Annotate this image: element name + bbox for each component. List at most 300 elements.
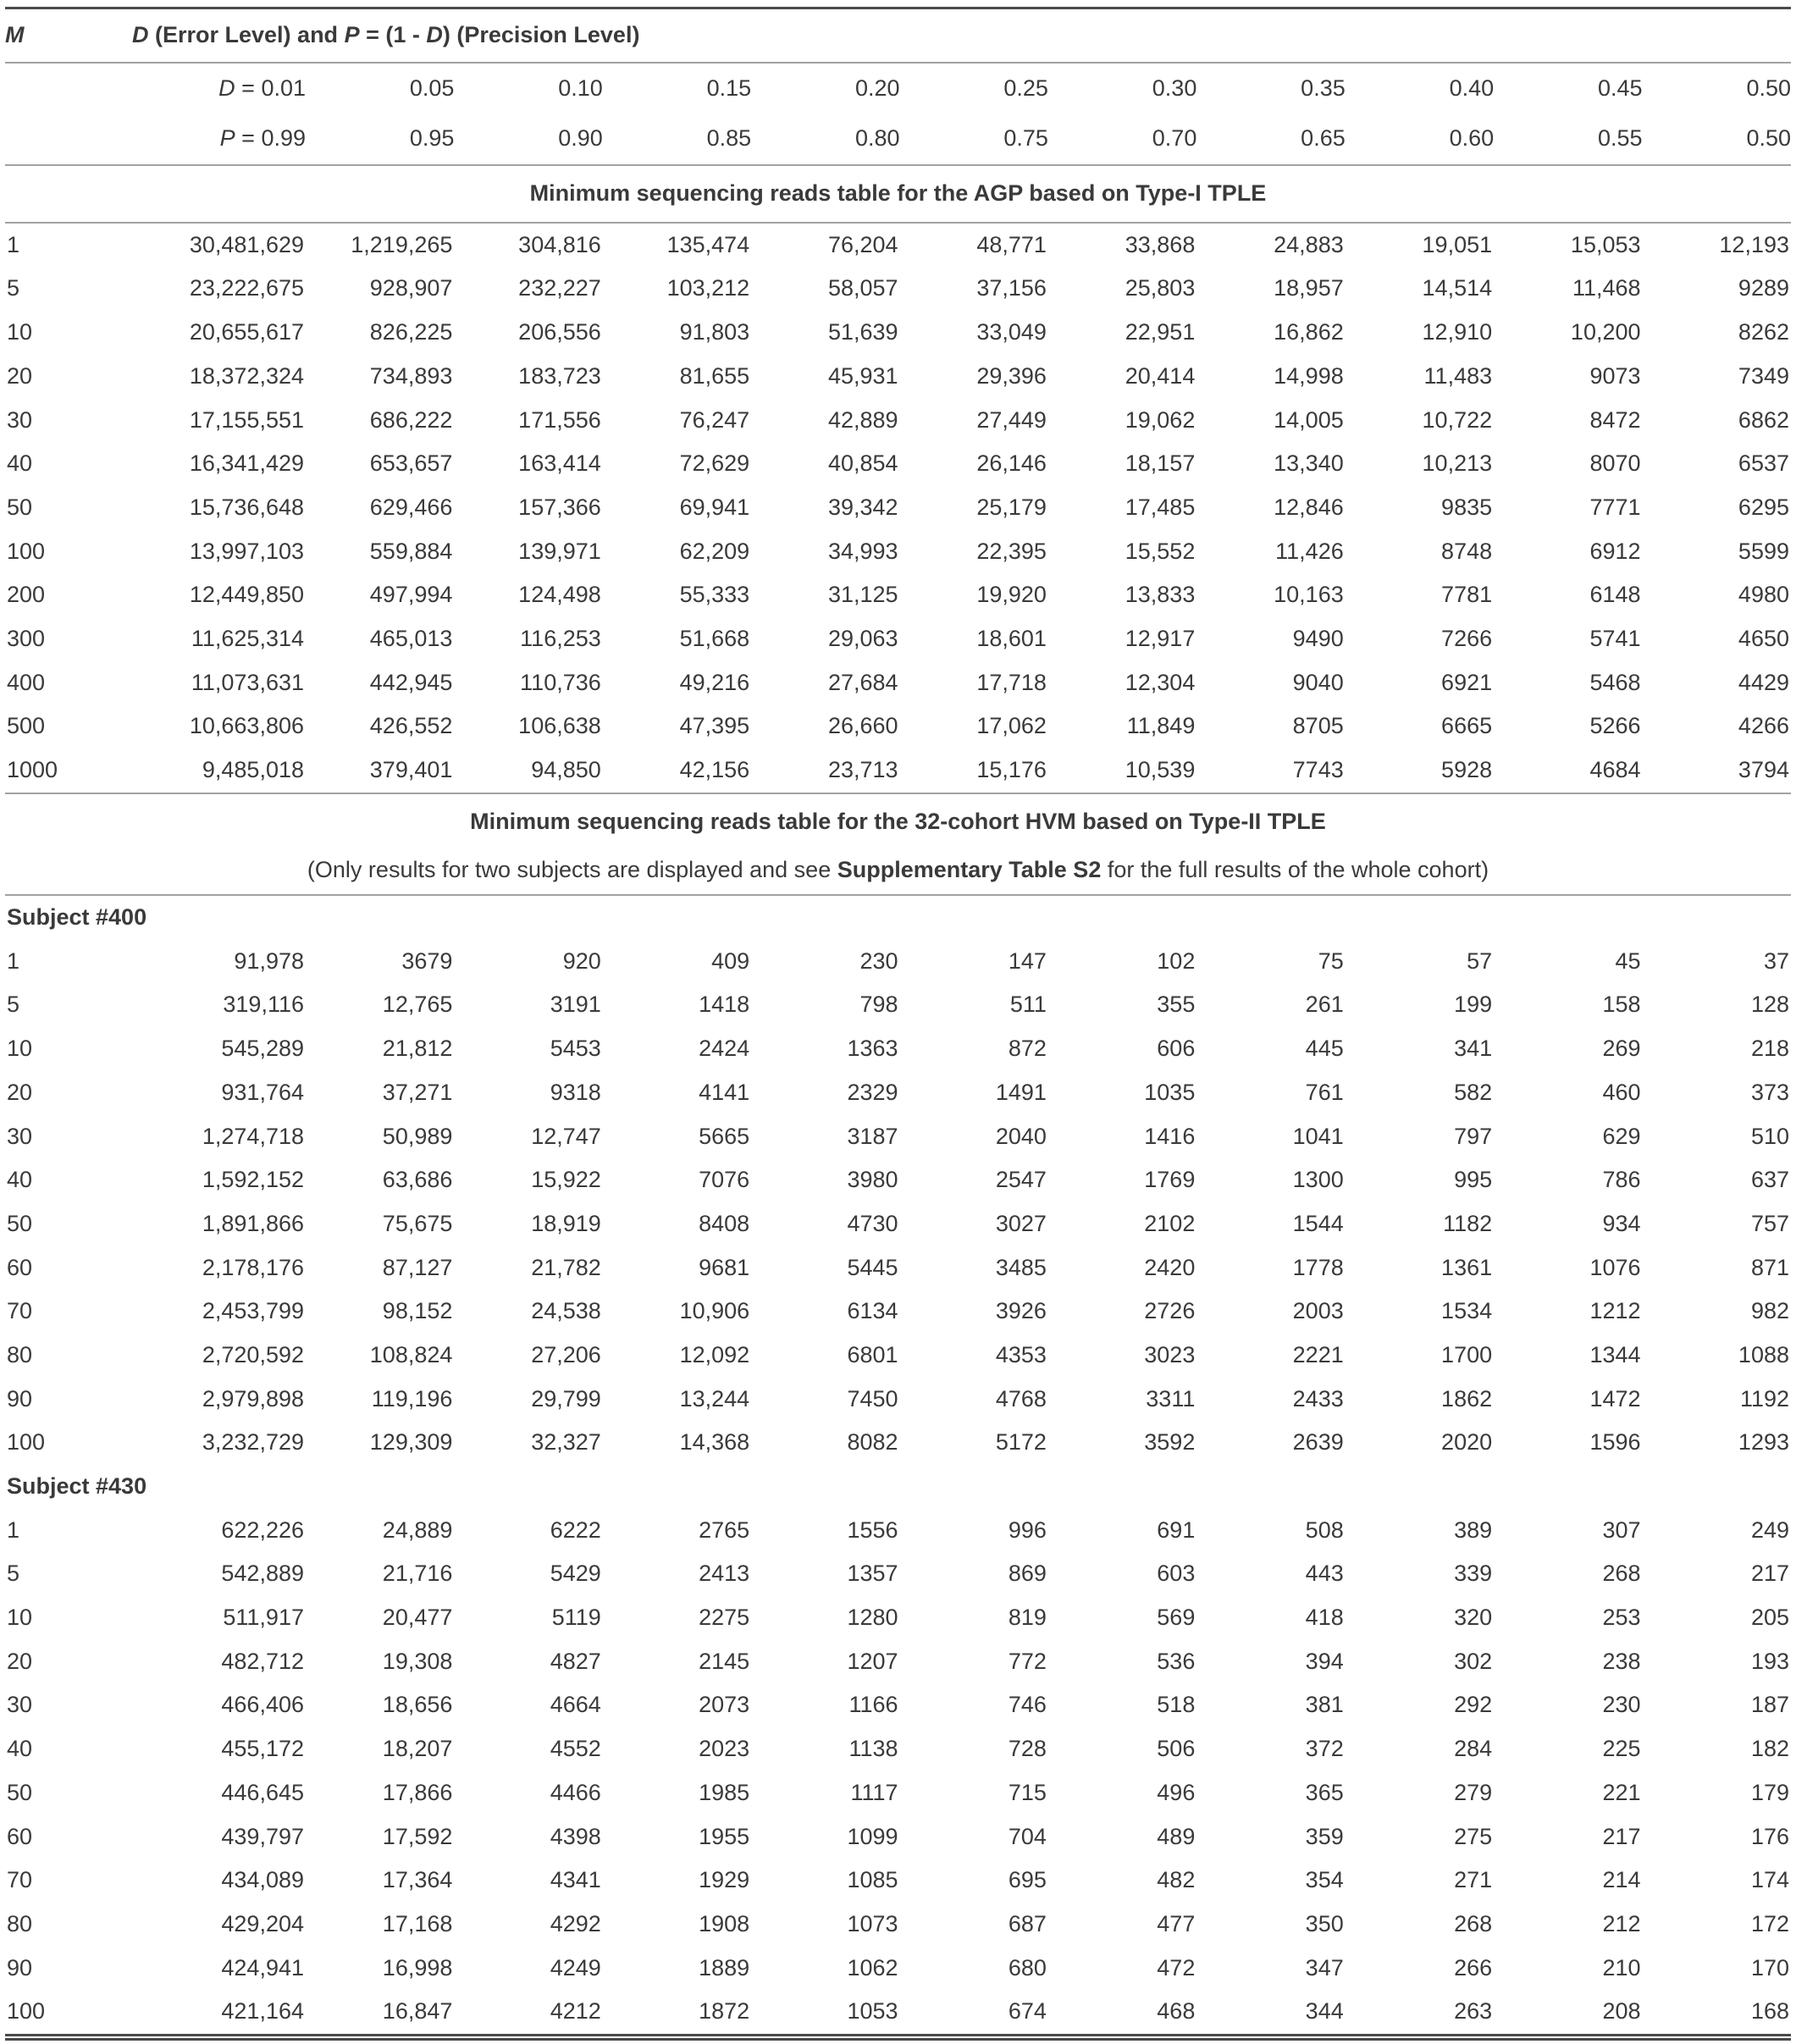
data-row: [5, 530, 1791, 574]
reads-value: 18,656: [382, 1692, 453, 1718]
reads-value: 22,395: [976, 538, 1047, 564]
reads-value: 4980: [1738, 582, 1789, 608]
reads-value: 29,799: [531, 1385, 601, 1411]
reads-value: 8472: [1589, 406, 1641, 433]
data-row: [5, 940, 1791, 984]
reads-value: 418: [1305, 1605, 1344, 1631]
reads-value: 695: [1008, 1867, 1047, 1893]
reads-value: 928,907: [369, 275, 453, 301]
reads-value: 1778: [1292, 1254, 1344, 1280]
reads-value: 91,803: [679, 319, 750, 345]
reads-value: 304,816: [518, 231, 601, 257]
reads-value: 3311: [1146, 1385, 1196, 1411]
reads-value: 477: [1157, 1910, 1196, 1936]
data-row: [5, 223, 1791, 268]
reads-value: 6801: [847, 1341, 898, 1367]
reads-value: 2102: [1144, 1210, 1196, 1236]
reads-value: 16,862: [1274, 319, 1344, 345]
reads-value: 6222: [550, 1516, 601, 1543]
reads-value: 365: [1305, 1779, 1344, 1805]
data-row: [5, 1596, 1791, 1640]
reads-value: 772: [1008, 1648, 1047, 1674]
text-segment: Supplementary Table S2: [837, 857, 1102, 883]
reads-value: 139,971: [518, 538, 601, 564]
reads-value: 2547: [995, 1167, 1047, 1193]
reads-value: 20,655,617: [189, 319, 304, 345]
reads-value: 275: [1454, 1823, 1493, 1849]
reads-value: 3485: [995, 1254, 1047, 1280]
m-value: 30: [7, 1123, 33, 1149]
data-row: [5, 1378, 1791, 1422]
reads-value: 12,917: [1125, 625, 1196, 651]
reads-value: 4552: [550, 1736, 601, 1762]
reads-value: 746: [1008, 1692, 1047, 1718]
reads-value: 27,684: [827, 669, 898, 695]
reads-value: 2424: [699, 1036, 750, 1062]
reads-value: 26,146: [976, 450, 1047, 477]
reads-value: 482: [1157, 1867, 1196, 1893]
reads-value: 508: [1305, 1516, 1344, 1543]
reads-value: 15,922: [531, 1167, 601, 1193]
reads-value: 5741: [1589, 625, 1641, 651]
reads-value: 446,645: [221, 1779, 304, 1805]
reads-value: 1363: [847, 1036, 898, 1062]
m-value: 500: [7, 713, 46, 739]
m-value: 80: [7, 1341, 33, 1367]
reads-value: 819: [1008, 1605, 1047, 1631]
data-row: [5, 1509, 1791, 1553]
reads-value: 629: [1602, 1123, 1641, 1149]
reads-value: 637: [1750, 1167, 1789, 1193]
reads-value: 4341: [550, 1867, 601, 1893]
reads-value: 2329: [847, 1079, 898, 1105]
reads-value: 12,092: [679, 1341, 750, 1367]
reads-value: 1300: [1292, 1167, 1344, 1193]
reads-value: 389: [1454, 1516, 1493, 1543]
reads-value: 10,722: [1422, 406, 1493, 433]
reads-value: 18,372,324: [189, 362, 304, 389]
reads-value: 1,274,718: [202, 1123, 304, 1149]
reads-value: 442,945: [369, 669, 453, 695]
reads-value: 496: [1157, 1779, 1196, 1805]
subject-label: Subject #400: [7, 904, 147, 931]
reads-value: 542,889: [221, 1561, 304, 1587]
reads-value: 1166: [848, 1692, 898, 1718]
reads-value: 14,514: [1422, 275, 1493, 301]
reads-value: 124,498: [518, 582, 601, 608]
data-row: [5, 355, 1791, 399]
reads-value: 1769: [1144, 1167, 1196, 1193]
reads-value: 680: [1008, 1954, 1047, 1980]
reads-value: 261: [1305, 992, 1344, 1018]
reads-value: 9289: [1738, 275, 1789, 301]
reads-value: 170: [1750, 1954, 1789, 1980]
reads-value: 734,893: [369, 362, 453, 389]
reads-value: 1035: [1144, 1079, 1196, 1105]
reads-value: 1908: [699, 1910, 750, 1936]
reads-value: 4141: [699, 1079, 750, 1105]
m-value: 200: [7, 582, 46, 608]
error-level-cell: 0.45: [1597, 75, 1643, 101]
reads-value: 569: [1157, 1605, 1196, 1631]
reads-value: 49,216: [679, 669, 750, 695]
text-segment: D: [132, 22, 149, 47]
reads-value: 2413: [699, 1561, 750, 1587]
reads-value: 6665: [1441, 713, 1493, 739]
reads-value: 11,073,631: [191, 669, 304, 695]
reads-value: 17,364: [382, 1867, 453, 1893]
reads-value: 996: [1008, 1516, 1047, 1543]
error-level-cell: 0.40: [1449, 75, 1495, 101]
reads-value: 271: [1454, 1867, 1493, 1893]
reads-value: 797: [1454, 1123, 1493, 1149]
text-segment: ) (Precision Level): [442, 22, 640, 47]
reads-value: 75,675: [382, 1210, 453, 1236]
precision-level-cell: 0.80: [855, 125, 900, 152]
reads-value: 5665: [699, 1123, 750, 1149]
precision-level-cell: 0.95: [409, 125, 455, 152]
reads-value: 20,477: [382, 1605, 453, 1631]
reads-value: 704: [1008, 1823, 1047, 1849]
reads-value: 72,629: [679, 450, 750, 477]
m-value: 50: [7, 1210, 33, 1236]
reads-value: 489: [1157, 1823, 1196, 1849]
data-row: [5, 661, 1791, 705]
m-value: 60: [7, 1254, 33, 1280]
reads-value: 33,868: [1125, 231, 1196, 257]
precision-level-cell: [132, 113, 306, 165]
reads-value: 18,957: [1274, 275, 1344, 301]
section-title-row: [5, 793, 1791, 850]
reads-value: 728: [1008, 1736, 1047, 1762]
reads-value: 2221: [1292, 1341, 1344, 1367]
reads-value: 1117: [850, 1779, 898, 1805]
reads-value: 8070: [1589, 450, 1641, 477]
m-value: 10: [7, 1036, 33, 1062]
reads-value: 9681: [699, 1254, 750, 1280]
reads-value: 6537: [1738, 450, 1789, 477]
reads-value: 45: [1615, 947, 1641, 974]
reads-value: 5453: [550, 1036, 601, 1062]
data-row: [5, 1947, 1791, 1991]
m-value: 20: [7, 362, 33, 389]
reads-value: 69,941: [679, 494, 750, 520]
reads-value: 1872: [699, 1998, 750, 2025]
reads-value: 76,204: [827, 231, 898, 257]
precision-level-cell: 0.50: [1746, 125, 1791, 152]
reads-value: 10,213: [1422, 450, 1493, 477]
reads-value: 1,592,152: [202, 1167, 304, 1193]
reads-value: 1085: [847, 1867, 898, 1893]
data-row: [5, 1990, 1791, 2037]
reads-value: 158: [1602, 992, 1641, 1018]
reads-value: 359: [1305, 1823, 1344, 1849]
reads-value: 1556: [847, 1516, 898, 1543]
precision-level-cell: 0.65: [1301, 125, 1346, 152]
m-value: 300: [7, 625, 46, 651]
reads-value: 582: [1454, 1079, 1493, 1105]
m-value: 60: [7, 1823, 33, 1849]
section-title: Minimum sequencing reads table for the 32-cohort HVM based on Type-II TPLE: [470, 808, 1326, 834]
data-row: [5, 1334, 1791, 1378]
precision-level-cell: 0.75: [1003, 125, 1048, 152]
reads-value: 6148: [1589, 582, 1641, 608]
reads-value: 982: [1750, 1298, 1789, 1324]
reads-value: 253: [1602, 1605, 1641, 1631]
data-row: [5, 1815, 1791, 1859]
reads-value: 128: [1750, 992, 1789, 1018]
reads-value: 6912: [1589, 538, 1641, 564]
text-segment: for the full results of the whole cohort): [1101, 857, 1489, 883]
reads-value: 135,474: [666, 231, 750, 257]
m-value: 50: [7, 494, 33, 520]
reads-value: 214: [1602, 1867, 1641, 1893]
reads-value: 15,552: [1125, 538, 1196, 564]
reads-value: 622,226: [221, 1516, 304, 1543]
error-level-cell: 0.20: [855, 75, 900, 101]
reads-value: 187: [1750, 1692, 1789, 1718]
reads-value: 3794: [1738, 757, 1789, 782]
table-header-row: [5, 8, 1791, 63]
data-row: [5, 442, 1791, 486]
reads-value: 217: [1602, 1823, 1641, 1849]
reads-value: 7266: [1441, 625, 1493, 651]
reads-value: 279: [1454, 1779, 1493, 1805]
reads-value: 355: [1157, 992, 1196, 1018]
reads-value: 10,539: [1125, 757, 1196, 782]
reads-value: 18,601: [976, 625, 1047, 651]
reads-value: 4212: [550, 1998, 601, 2025]
data-row: [5, 1727, 1791, 1771]
reads-value: 872: [1008, 1036, 1047, 1062]
reads-value: 15,053: [1570, 231, 1641, 257]
reads-value: 199: [1454, 992, 1493, 1018]
data-row: [5, 311, 1791, 355]
reads-value: 172: [1750, 1910, 1789, 1936]
reads-value: 21,716: [382, 1561, 453, 1587]
section-title-row: [5, 165, 1791, 223]
reads-value: 691: [1157, 1516, 1196, 1543]
section-title: Minimum sequencing reads table for the AGP based on Type-I TPLE: [529, 180, 1267, 207]
reads-value: 12,910: [1422, 319, 1493, 345]
reads-value: 110,736: [520, 669, 601, 695]
reads-value: 33,049: [976, 319, 1047, 345]
precision-level-cell: 0.70: [1152, 125, 1197, 152]
reads-value: 91,978: [234, 947, 304, 974]
reads-value: 439,797: [221, 1823, 304, 1849]
reads-value: 17,168: [382, 1910, 453, 1936]
reads-value: 10,200: [1570, 319, 1641, 345]
reads-value: 460: [1602, 1079, 1641, 1105]
reads-value: 2145: [699, 1648, 750, 1674]
m-value: 70: [7, 1867, 33, 1893]
reads-value: 6295: [1738, 494, 1789, 520]
reads-value: 17,485: [1125, 494, 1196, 520]
reads-value: 995: [1454, 1167, 1493, 1193]
reads-value: 18,157: [1125, 450, 1196, 477]
reads-value: 9490: [1292, 625, 1344, 651]
data-row: [5, 1071, 1791, 1115]
reads-value: 102: [1157, 947, 1196, 974]
data-row: [5, 1290, 1791, 1334]
reads-value: 920: [562, 947, 601, 974]
data-row: [5, 573, 1791, 617]
reads-value: 16,847: [382, 1998, 453, 2025]
data-row: [5, 1683, 1791, 1727]
reads-value: 506: [1157, 1736, 1196, 1762]
reads-value: 354: [1305, 1867, 1344, 1893]
data-row: [5, 1202, 1791, 1246]
reads-value: 119,196: [371, 1385, 453, 1411]
m-value: 10: [7, 1605, 33, 1631]
data-row: [5, 1640, 1791, 1684]
reads-value: 50,989: [382, 1123, 453, 1149]
m-value: 5: [7, 992, 20, 1018]
reads-value: 221: [1602, 1779, 1641, 1805]
reads-value: 445: [1305, 1036, 1344, 1062]
reads-value: 381: [1305, 1692, 1344, 1718]
reads-value: 39,342: [827, 494, 898, 520]
reads-value: 3592: [1144, 1429, 1196, 1456]
data-row: [5, 1421, 1791, 1465]
reads-value: 12,747: [531, 1123, 601, 1149]
reads-value: 4684: [1589, 757, 1641, 782]
reads-value: 157,366: [518, 494, 601, 520]
reads-value: 238: [1602, 1648, 1641, 1674]
reads-value: 2726: [1144, 1298, 1196, 1324]
reads-value: 350: [1305, 1910, 1344, 1936]
reads-value: 4650: [1738, 625, 1789, 651]
reads-value: 9318: [550, 1079, 601, 1105]
m-value: 30: [7, 406, 33, 433]
reads-value: 1416: [1144, 1123, 1196, 1149]
reads-value: 266: [1454, 1954, 1493, 1980]
reads-value: 2275: [699, 1605, 750, 1631]
reads-value: 4429: [1738, 669, 1789, 695]
reads-value: 931,764: [221, 1079, 304, 1105]
reads-value: 1053: [847, 1998, 898, 2025]
text-segment: = 0.01: [235, 75, 306, 101]
reads-value: 16,998: [382, 1954, 453, 1980]
reads-value: 1985: [699, 1779, 750, 1805]
reads-value: 606: [1157, 1036, 1196, 1062]
reads-value: 11,426: [1275, 538, 1344, 564]
precision-level-cell: 0.90: [558, 125, 603, 152]
reads-value: 168: [1750, 1998, 1789, 2025]
reads-value: 934: [1602, 1210, 1641, 1236]
reads-value: 87,127: [382, 1254, 453, 1280]
reads-value: 31,125: [827, 582, 898, 608]
reads-value: 3980: [847, 1167, 898, 1193]
reads-value: 1099: [847, 1823, 898, 1849]
reads-value: 37,156: [976, 275, 1047, 301]
m-column-spacer: [5, 63, 132, 114]
m-value: 70: [7, 1298, 33, 1324]
reads-value: 1862: [1441, 1385, 1493, 1411]
reads-value: 18,207: [382, 1736, 453, 1762]
reads-value: 268: [1602, 1561, 1641, 1587]
reads-value: 7743: [1292, 757, 1344, 782]
reads-value: 205: [1750, 1605, 1789, 1631]
reads-value: 208: [1602, 1998, 1641, 2025]
m-value: 40: [7, 1167, 33, 1193]
reads-value: 2433: [1292, 1385, 1344, 1411]
data-row: [5, 704, 1791, 749]
reads-value: 468: [1157, 1998, 1196, 2025]
reads-value: 22,951: [1125, 319, 1196, 345]
data-row: [5, 267, 1791, 311]
reads-value: 6921: [1441, 669, 1493, 695]
reads-value: 339: [1454, 1561, 1493, 1587]
reads-value: 466,406: [221, 1692, 304, 1718]
reads-value: 51,668: [679, 625, 750, 651]
reads-value: 5599: [1738, 538, 1789, 564]
data-row: [5, 1859, 1791, 1903]
reads-value: 2,178,176: [202, 1254, 304, 1280]
reads-value: 434,089: [221, 1867, 304, 1893]
text-segment: P: [344, 22, 360, 47]
reads-value: 798: [859, 992, 898, 1018]
reads-value: 4249: [550, 1954, 601, 1980]
reads-value: 497,994: [369, 582, 453, 608]
reads-value: 629,466: [369, 494, 453, 520]
reads-value: 429,204: [221, 1910, 304, 1936]
reads-value: 4827: [550, 1648, 601, 1674]
reads-value: 426,552: [369, 713, 453, 739]
text-segment: (Error Level) and: [148, 22, 345, 47]
p-levels-row: [5, 113, 1791, 165]
reads-value: 1596: [1589, 1429, 1641, 1456]
reads-value: 193: [1750, 1648, 1789, 1674]
reads-value: 40,854: [827, 450, 898, 477]
reads-value: 13,833: [1125, 582, 1196, 608]
reads-value: 103,212: [666, 275, 750, 301]
data-row: [5, 1771, 1791, 1815]
error-level-cell: 0.25: [1003, 75, 1048, 101]
reads-value: 225: [1602, 1736, 1641, 1762]
reads-value: 10,663,806: [189, 713, 304, 739]
reads-value: 3679: [401, 947, 453, 974]
reads-value: 1138: [848, 1736, 898, 1762]
table-body: [5, 165, 1791, 2037]
m-value: 90: [7, 1385, 33, 1411]
reads-value: 653,657: [369, 450, 453, 477]
reads-value: 217: [1750, 1561, 1789, 1587]
reads-value: 98,152: [382, 1298, 453, 1324]
reads-value: 320: [1454, 1605, 1493, 1631]
text-segment: P: [219, 125, 235, 152]
reads-value: 174: [1750, 1867, 1789, 1893]
reads-value: 9040: [1292, 669, 1344, 695]
reads-value: 21,812: [382, 1036, 453, 1062]
reads-value: 6862: [1738, 406, 1789, 433]
reads-value: 1491: [995, 1079, 1047, 1105]
data-row: [5, 1158, 1791, 1202]
reads-value: 13,340: [1274, 450, 1344, 477]
reads-value: 1889: [699, 1954, 750, 1980]
m-value: 20: [7, 1648, 33, 1674]
reads-value: 603: [1157, 1561, 1196, 1587]
m-value: 20: [7, 1079, 33, 1105]
reads-value: 16,341,429: [189, 450, 304, 477]
reads-value: 292: [1454, 1692, 1493, 1718]
reads-value: 108,824: [369, 1341, 453, 1367]
reads-value: 307: [1602, 1516, 1641, 1543]
precision-level-cell: 0.55: [1597, 125, 1643, 152]
reads-value: 826,225: [369, 319, 453, 345]
reads-value: 129,309: [369, 1429, 453, 1456]
reads-value: 3023: [1144, 1341, 1196, 1367]
